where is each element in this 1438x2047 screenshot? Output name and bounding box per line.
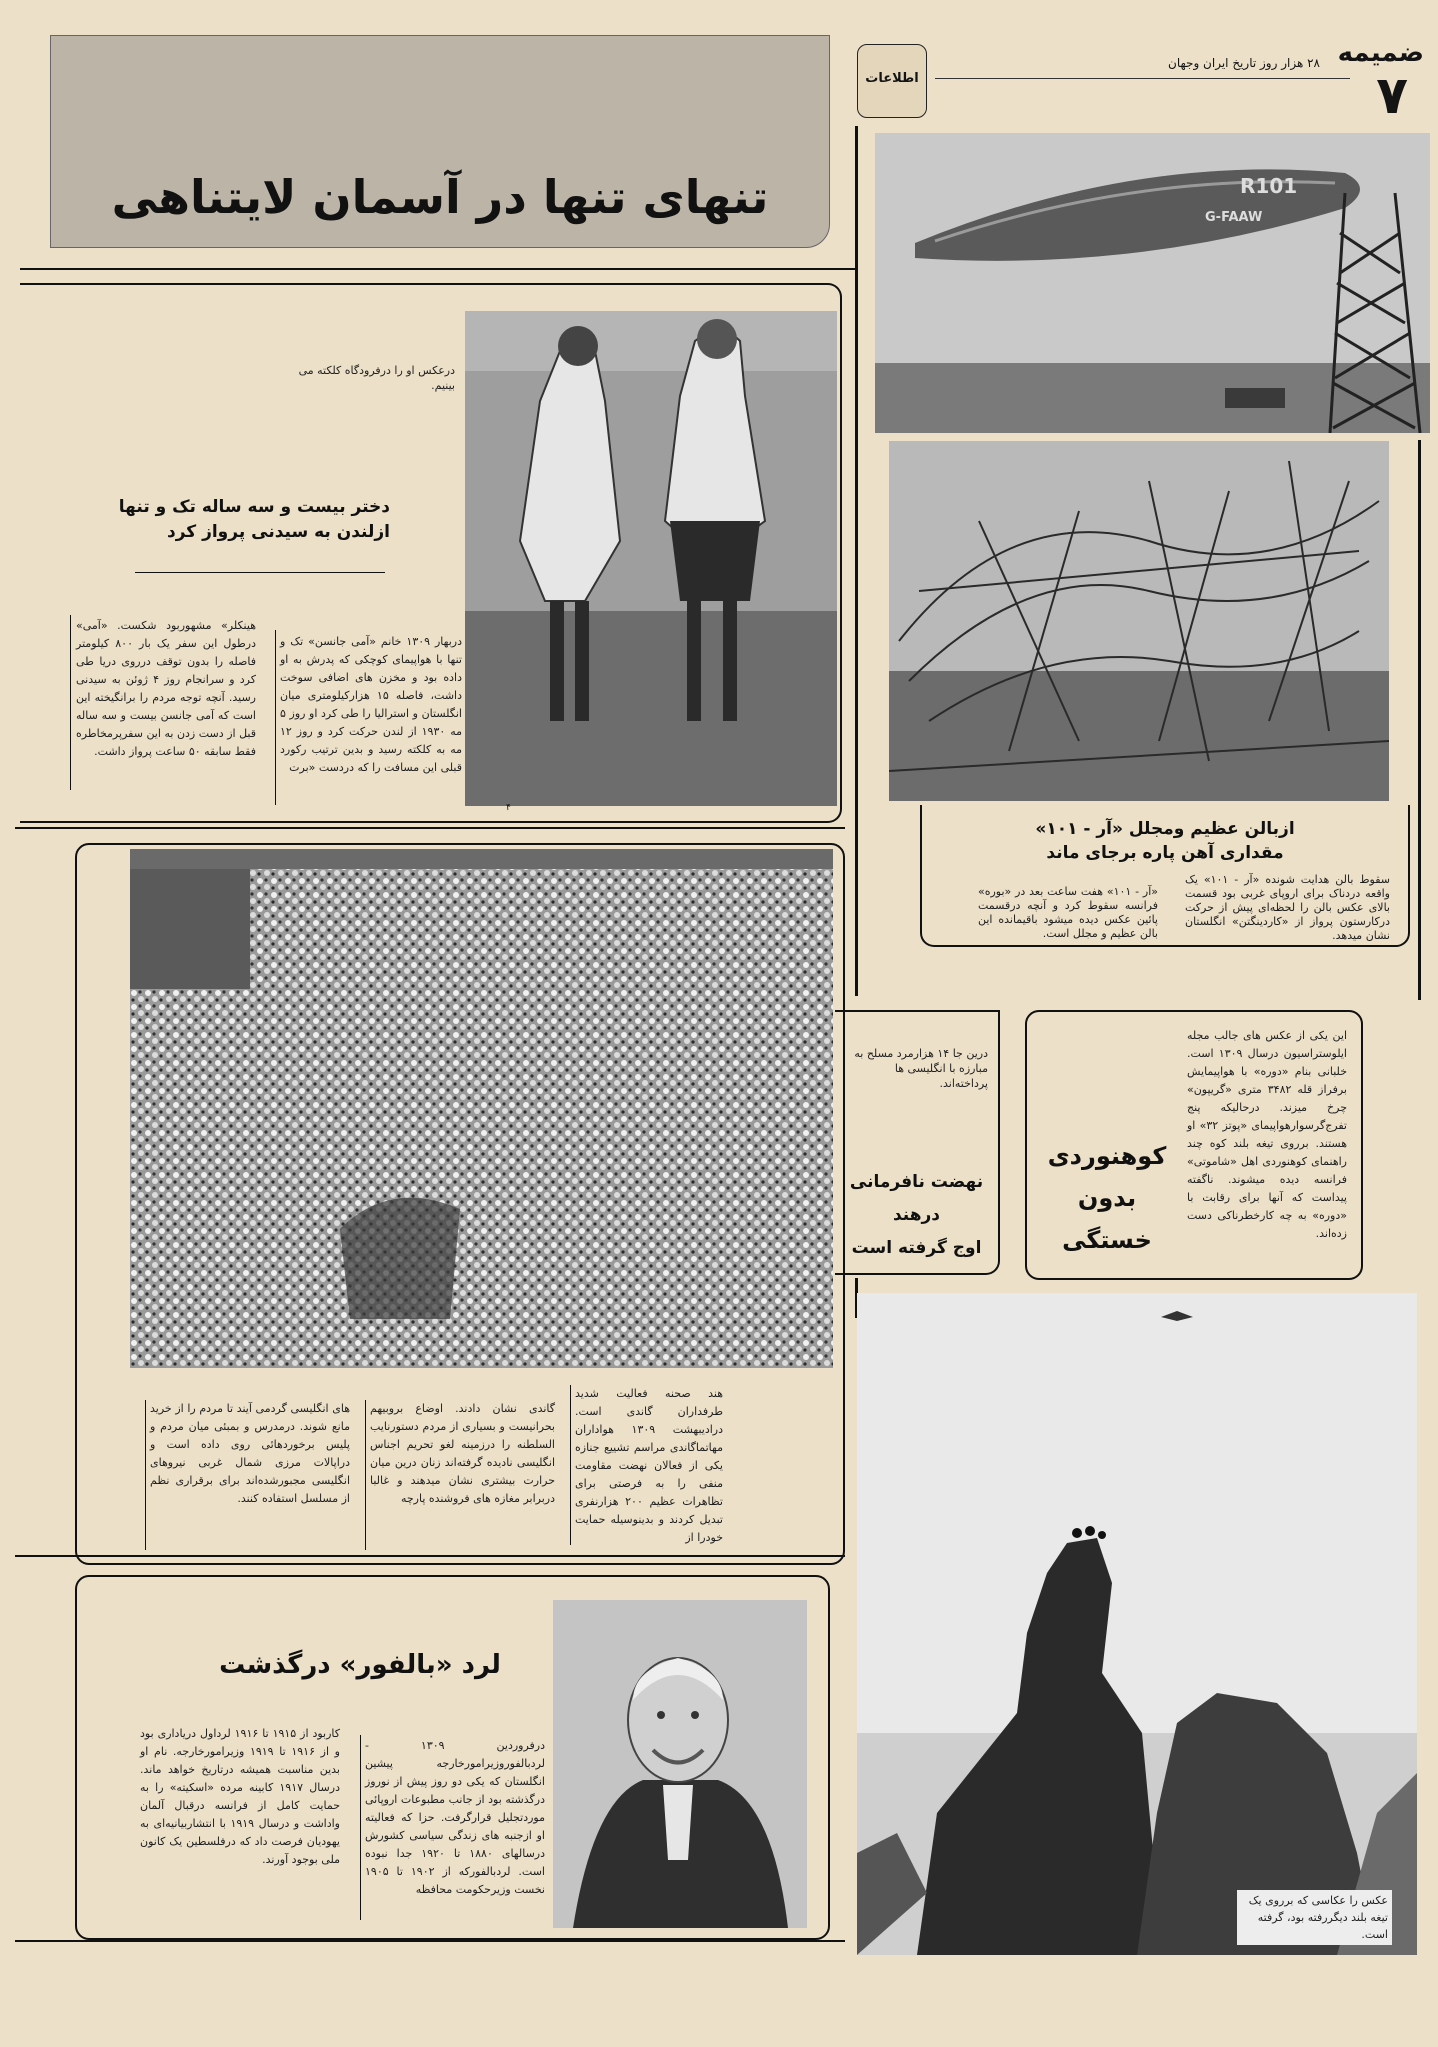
logo-text: اطلاعات (865, 71, 919, 86)
series-title: ۲۸ هزار روز تاریخ ایران وجهان (1168, 56, 1320, 70)
airship-headline-1: ازبالن عظیم ومجلل «آر - ۱۰۱» (1035, 819, 1295, 839)
india-top-rule (15, 827, 845, 829)
airship-col-right: سقوط بالن هدایت شونده «آر - ۱۰۱» یک واقعه دردناک برای اروپای غربی بود قسمت بالای عکس بالن را لحظه‌ای پیش از حرکت درکارستون پرواز از «کاردینگتن» انگلستان نشان میدهد. (1185, 873, 1390, 942)
banner-box (50, 35, 830, 248)
wreck-photo (889, 441, 1389, 801)
india-bottom-rule (15, 1555, 845, 1557)
climbing-photo (857, 1293, 1417, 1955)
banner-underline (20, 268, 855, 270)
climbing-headline-1: کوهنوردی (1047, 1142, 1167, 1170)
aviator-photo (465, 311, 837, 806)
masthead-left-rule (855, 126, 858, 996)
india-col-middle: گاندی نشان دادند. اوضاع بروبیهم بحرانیست و بسیاری از مردم دستورنایب السلطنه را درزمینه لغو تحریم اجناس انگلیسی نادیده گرفته‌اند زنان درین میان حرارت بیشتری نشان میدهند و غالبا دربرابر مغازه های فروشنده پارچه (370, 1402, 555, 1505)
supplement-number: ۷ (1376, 66, 1408, 126)
aviator-photo-marker: ۴ (506, 803, 511, 813)
aviator-headline-1: دختر بیست و سه ساله تک و تنها (118, 497, 390, 517)
climbing-body: این یکی از عکس های جالب مجله ایلوستراسیون درسال ۱۳۰۹ است. خلبانی بنام «دوره» با هواپیمایش برفراز قله ۳۴۸۲ متری «گریپون» چرخ میزند. درحالیکه پنج تفرج‌گرسوارهواپیمای «پوتز ۳۲» او هستند. برروی تیغه بلند کوه چند راهنمای کوهنوردی اهل «شاموتی» فرانسه دیده میشوند. ناگفته پیداست که آنها برای رقابت با «دوره» به چه کارخطرناکی دست زده‌اند. (1187, 1029, 1347, 1240)
airship-hull-marking: R101 (1240, 174, 1298, 198)
aviator-headline-2: ازلندن به سیدنی پرواز کرد (166, 522, 390, 542)
banner-title: تنهای تنها در آسمان لایتناهی (111, 170, 769, 224)
masthead-rule (935, 78, 1350, 79)
aviator-col-left: هینکلر» مشهوربود شکست. «آمی» درطول این سفر یک بار ۸۰۰ کیلومتر فاصله را بدون توقف درروی دریا طی کرد و سرانجام روز ۴ ژوئن به سیدنی رسید. آنچه توجه مردم را برانگیخته این است که آمی جانسن بیست و سه ساله قبل از دست زدن به این سفرپرمخاطره فقط سابقه ۵۰ ساعت پرواز داشت. (76, 619, 256, 758)
india-col-right: هند صحنه فعالیت شدید طرفداران گاندی است. درادیبهشت ۱۳۰۹ هواداران مهاتماگاندی مراسم تشییع جنازه یکی از فعالان نهضت مقاومت منفی را به فرصتی برای تظاهرات عظیم ۲۰۰ هزارنفری تبدیل کردند و بدینوسیله حمایت خودرا از (575, 1387, 723, 1544)
wreck-right-rule (1418, 440, 1421, 1000)
aviator-col-right: دربهار ۱۳۰۹ خانم «آمی جانسن» تک و تنها با هواپیمای کوچکی که پدرش به او داده بود و مخزن های اضافی سوخت داشت، فاصله ۱۵ هزارکیلومتری میان انگلستان و استرالیا را طی کرد او روز ۵ مه ۱۹۳۰ از لندن حرکت کرد و روز ۱۲ مه به کلکته رسید و بدین ترتیب رکورد قبلی این مسافت را که دردست «برت (280, 635, 462, 774)
balfour-portrait (553, 1600, 807, 1928)
climbing-box (1025, 1010, 1363, 1280)
aviator-photo-caption: درعکس او را درفرودگاه کلکته می بینیم. (298, 364, 455, 392)
supplement-word: ضمیمه (1337, 38, 1424, 68)
india-sidebar-caption: درین جا ۱۴ هزارمرد مسلح به مبارزه با انگلیسی ها پرداخته‌اند. (854, 1047, 988, 1090)
airship-headline-2: مقداری آهن پاره برجای ماند (1046, 843, 1284, 863)
logo-box (857, 44, 927, 118)
climbing-headline-3: خستگی (1062, 1226, 1152, 1254)
india-headline-3: اوج گرفته است (851, 1238, 982, 1258)
india-col-frame-3 (145, 1400, 146, 1550)
climbing-headline-2: بدون (1077, 1184, 1137, 1212)
airship-col-left: «آر - ۱۰۱» هفت ساعت بعد در «بوره» فرانسه سقوط کرد و آنچه درقسمت پائین عکس دیده میشود باقیمانده این بالن عظیم و مجلل است. (978, 885, 1159, 940)
balfour-headline: لرد «بالفور» درگذشت (219, 1650, 501, 1680)
airship-article (920, 805, 1410, 947)
aviator-headline-rule (135, 572, 385, 573)
balfour-col-frame (360, 1735, 361, 1920)
india-headline-1: نهضت نافرمانی (849, 1172, 984, 1192)
airship-registration: G-FAAW (1205, 210, 1263, 225)
india-col-left: های انگلیسی گردمی آیند تا مردم را از خرید مانع شوند. درمدرس و بمبئی میان مردم و پلیس برخوردهائی روی داده است و دراپالات مرزی شمال غربی نیروهای انگلیسی مجبورشده‌اند برای برقراری نظم از مسلسل استفاده کنند. (150, 1402, 350, 1505)
balfour-col-left: کاربود از ۱۹۱۵ تا ۱۹۱۶ لرداول دریاداری بود و از ۱۹۱۶ تا ۱۹۱۹ وزیرامورخارجه. نام او بدین مناسبت همیشه درتاریخ خواهد ماند. درسال ۱۹۱۷ کابینه مرده «اسکیته» را به حمایت کامل از فرانسه درقبال آلمان واداشت و درسال ۱۹۱۹ با انتشاربیانیه‌ای به یهودیان فرصت داد که درفلسطین یک کانون ملی بوجود آورند. (140, 1727, 341, 1866)
india-sidebar (835, 1010, 1000, 1275)
india-headline-2: درهند (892, 1205, 941, 1225)
airship-photo (875, 133, 1430, 433)
india-col-frame-2 (365, 1400, 366, 1550)
india-col-frame-1 (570, 1385, 571, 1545)
masthead (855, 36, 1430, 126)
balfour-col-right: درفروردین ۱۳۰۹ - لردبالفوروزیرامورخارجه پیشین انگلستان که یکی دو روز پیش از نوروز درگذشته بود از جانب مطبوعات اروپائی موردتجلیل قرارگرفت. حزا که فعالیته او ازجنبه های زندگی سیاسی کشورش درسالهای ۱۸۸۰ تا ۱۹۲۰ جدا نبوده است. لردبالفورکه از ۱۹۰۲ تا ۱۹۰۵ نخست وزیرحکومت محافظه (365, 1739, 545, 1896)
climbing-photo-caption: عکس را عکاسی که برروی یک تیغه بلند دیگررفته بود، گرفته است. (1237, 1890, 1392, 1945)
balfour-bottom-rule (15, 1940, 845, 1942)
india-crowd-photo (130, 849, 833, 1368)
